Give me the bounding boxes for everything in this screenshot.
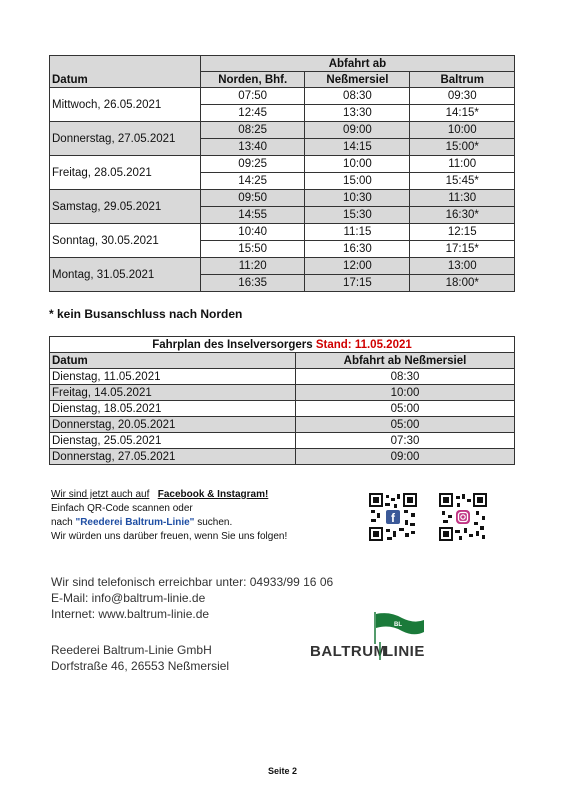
- social-line1b[interactable]: Facebook & Instagram!: [157, 489, 269, 500]
- schedule-time-cell: 12:00: [305, 258, 410, 275]
- schedule-time-cell: 11:15: [305, 224, 410, 241]
- schedule-date-cell: Samstag, 29.05.2021: [50, 190, 201, 224]
- schedule-header-group: Abfahrt ab: [200, 56, 514, 72]
- supply-date-cell: Dienstag, 11.05.2021: [50, 369, 296, 385]
- schedule-time-cell: 17:15*: [410, 241, 515, 258]
- supply-time-cell: 05:00: [296, 417, 515, 433]
- schedule-time-cell: 15:45*: [410, 173, 515, 190]
- supply-date-cell: Freitag, 14.05.2021: [50, 385, 296, 401]
- schedule-time-cell: 11:00: [410, 156, 515, 173]
- social-media-text: [51, 488, 287, 544]
- contact-block: [51, 574, 333, 622]
- facebook-qr-code-icon[interactable]: [369, 493, 417, 541]
- supply-schedule-table: [49, 336, 515, 465]
- logo-flag-text: BL: [394, 622, 402, 628]
- schedule-time-cell: 14:15*: [410, 105, 515, 122]
- supply-row: [50, 449, 515, 465]
- schedule-time-cell: 16:35: [200, 275, 305, 292]
- company-street: Dorfstraße 46, 26553 Neßmersiel: [51, 659, 230, 673]
- schedule-col-station: Norden, Bhf.: [200, 72, 305, 88]
- supply-row: [50, 401, 515, 417]
- supply-date-cell: Donnerstag, 27.05.2021: [50, 449, 296, 465]
- company-name: Reederei Baltrum-Linie GmbH: [51, 643, 212, 657]
- supply-row: [50, 417, 515, 433]
- schedule-header-row: [50, 56, 515, 72]
- supply-time-cell: 07:30: [296, 433, 515, 449]
- supply-date-cell: Dienstag, 18.05.2021: [50, 401, 296, 417]
- schedule-time-cell: 15:50: [200, 241, 305, 258]
- contact-email[interactable]: E-Mail: info@baltrum-linie.de: [51, 591, 206, 605]
- schedule-time-cell: 16:30*: [410, 207, 515, 224]
- schedule-col-station: Neßmersiel: [305, 72, 410, 88]
- schedule-time-cell: 14:15: [305, 139, 410, 156]
- schedule-time-cell: 13:00: [410, 258, 515, 275]
- supply-title: Fahrplan des Inselversorgers: [152, 338, 313, 351]
- schedule-time-cell: 13:40: [200, 139, 305, 156]
- schedule-time-cell: 15:30: [305, 207, 410, 224]
- supply-time-cell: 09:00: [296, 449, 515, 465]
- schedule-date-cell: Freitag, 28.05.2021: [50, 156, 201, 190]
- address-block: [51, 642, 229, 674]
- supply-row: [50, 433, 515, 449]
- schedule-time-cell: 14:55: [200, 207, 305, 224]
- supply-date-cell: Donnerstag, 20.05.2021: [50, 417, 296, 433]
- baltrum-linie-logo: [310, 610, 435, 665]
- schedule-time-cell: 11:30: [410, 190, 515, 207]
- schedule-time-cell: 14:25: [200, 173, 305, 190]
- social-line1a: Wir sind jetzt auch auf: [51, 489, 150, 500]
- schedule-time-cell: 11:20: [200, 258, 305, 275]
- schedule-time-cell: 16:30: [305, 241, 410, 258]
- schedule-time-cell: 12:15: [410, 224, 515, 241]
- supply-time-cell: 05:00: [296, 401, 515, 417]
- svg-text:f: f: [391, 511, 395, 525]
- schedule-time-cell: 18:00*: [410, 275, 515, 292]
- schedule-time-cell: 15:00*: [410, 139, 515, 156]
- schedule-time-cell: 09:50: [200, 190, 305, 207]
- logo-word-baltrum: BALTRUM: [310, 643, 387, 660]
- social-line4: Wir würden uns darüber freuen, wenn Sie uns folgen!: [51, 531, 288, 542]
- schedule-date-cell: Montag, 31.05.2021: [50, 258, 201, 292]
- schedule-date-cell: Mittwoch, 26.05.2021: [50, 88, 201, 122]
- supply-row: [50, 385, 515, 401]
- schedule-col-date: Datum: [50, 56, 201, 88]
- bus-note: * kein Busanschluss nach Norden: [49, 307, 243, 321]
- page-number: Seite 2: [267, 766, 298, 776]
- schedule-time-cell: 08:30: [305, 88, 410, 105]
- schedule-row: [50, 122, 515, 139]
- logo-word-linie: LINIE: [384, 643, 425, 660]
- schedule-time-cell: 13:30: [305, 105, 410, 122]
- social-line3b: "Reederei Baltrum-Linie": [75, 517, 195, 528]
- schedule-time-cell: 08:25: [200, 122, 305, 139]
- schedule-time-cell: 17:15: [305, 275, 410, 292]
- contact-web[interactable]: Internet: www.baltrum-linie.de: [51, 607, 210, 621]
- schedule-date-cell: Donnerstag, 27.05.2021: [50, 122, 201, 156]
- supply-row: [50, 369, 515, 385]
- schedule-date-cell: Sonntag, 30.05.2021: [50, 224, 201, 258]
- supply-time-cell: 08:30: [296, 369, 515, 385]
- social-line3a: nach: [51, 517, 73, 528]
- schedule-row: [50, 88, 515, 105]
- supply-col-departure: Abfahrt ab Neßmersiel: [296, 353, 515, 369]
- social-line2: Einfach QR-Code scannen oder: [51, 503, 193, 514]
- schedule-col-station: Baltrum: [410, 72, 515, 88]
- schedule-row: [50, 224, 515, 241]
- schedule-time-cell: 09:00: [305, 122, 410, 139]
- schedule-time-cell: 15:00: [305, 173, 410, 190]
- schedule-time-cell: 07:50: [200, 88, 305, 105]
- contact-phone: Wir sind telefonisch erreichbar unter: 04933/99 16 06: [51, 575, 334, 589]
- supply-col-date: Datum: [50, 353, 296, 369]
- supply-title-cell: [50, 337, 515, 353]
- schedule-time-cell: 12:45: [200, 105, 305, 122]
- schedule-time-cell: 09:30: [410, 88, 515, 105]
- schedule-row: [50, 156, 515, 173]
- schedule-row: [50, 190, 515, 207]
- schedule-time-cell: 10:30: [305, 190, 410, 207]
- schedule-time-cell: 10:00: [410, 122, 515, 139]
- schedule-time-cell: 10:40: [200, 224, 305, 241]
- instagram-qr-code-icon[interactable]: [439, 493, 487, 541]
- schedule-time-cell: 09:25: [200, 156, 305, 173]
- supply-date-cell: Dienstag, 25.05.2021: [50, 433, 296, 449]
- supply-time-cell: 10:00: [296, 385, 515, 401]
- schedule-time-cell: 10:00: [305, 156, 410, 173]
- schedule-row: [50, 258, 515, 275]
- supply-stand: Stand: 11.05.2021: [315, 338, 412, 351]
- social-line3c: suchen.: [197, 517, 233, 528]
- ferry-schedule-table: [49, 55, 515, 292]
